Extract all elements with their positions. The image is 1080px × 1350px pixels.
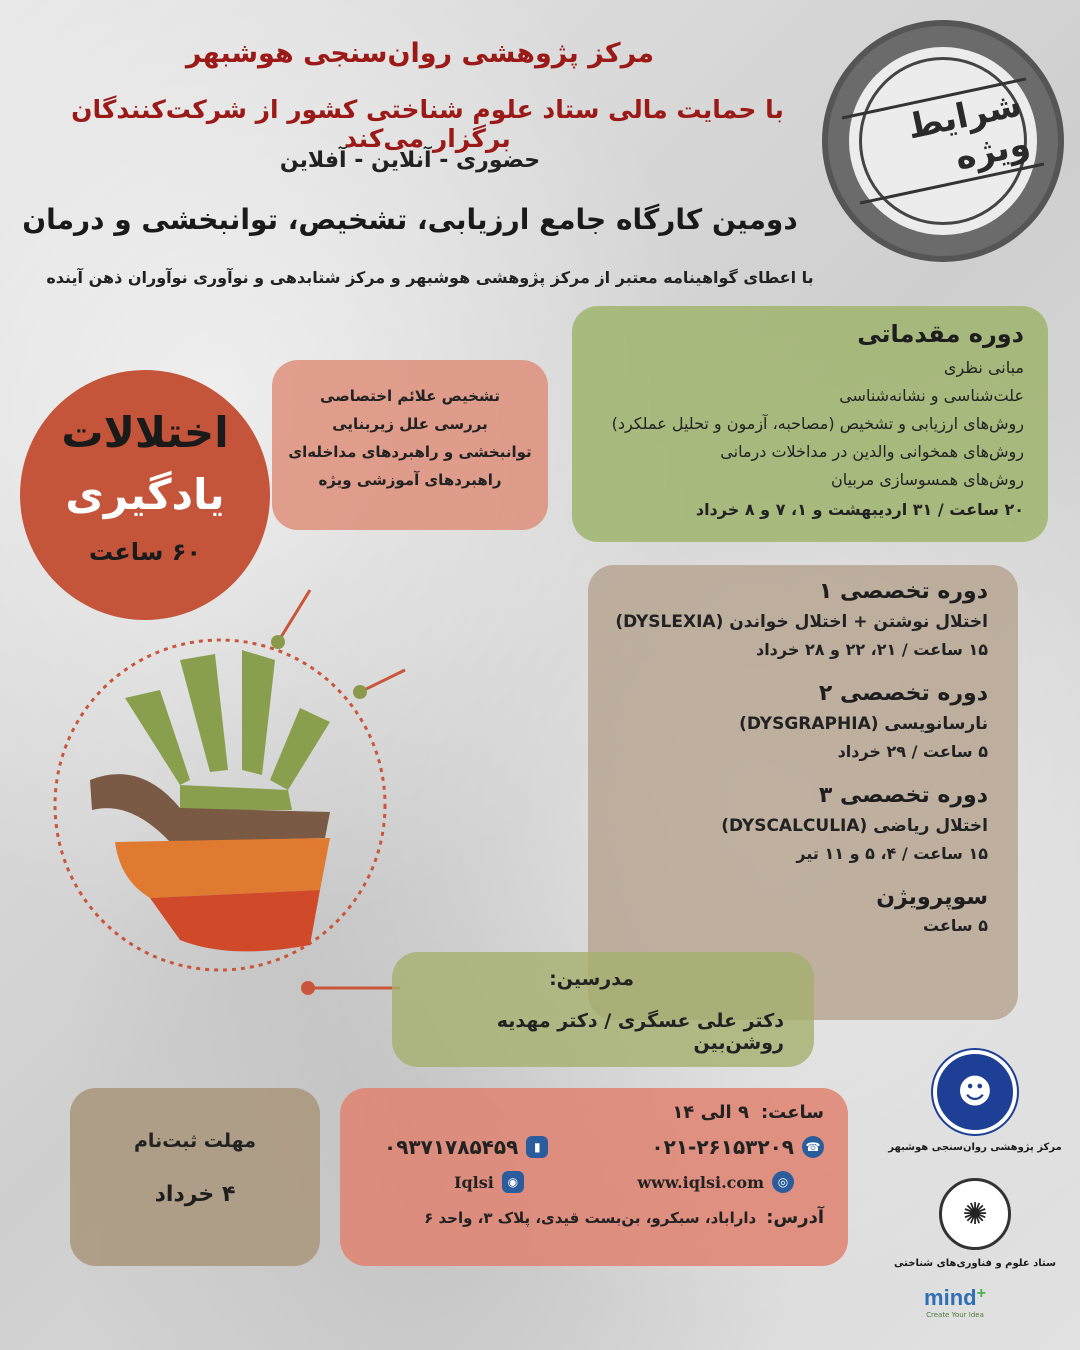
- mind-logo-text: mind: [924, 1285, 977, 1310]
- instructors-label: مدرسین:: [549, 968, 634, 990]
- course3-title: دوره تخصصی ۳: [818, 783, 988, 808]
- special-conditions-stamp: [828, 26, 1058, 256]
- connector-dot: [271, 635, 285, 649]
- time-label: ساعت:: [760, 1102, 824, 1123]
- course3-schedule: ۱۵ ساعت / ۴، ۵ و ۱۱ تیر: [796, 844, 988, 863]
- supervision-hours: ۵ ساعت: [923, 916, 988, 935]
- instructors-names: دکتر علی عسگری / دکتر مهدیه روشن‌بین: [496, 1010, 784, 1054]
- topic-item: تشخیص علائم اختصاصی: [320, 387, 500, 405]
- phone-mobile[interactable]: ۰۹۳۷۱۷۸۵۴۵۹: [384, 1135, 519, 1159]
- palm-top: [180, 785, 292, 810]
- certificate-line: با اعطای گواهینامه معتبر از مرکز پژوهشی هوشبهر و مرکز شتابدهی و نوآوری نوآوران ذهن آینده: [46, 268, 814, 287]
- brain-icon: ✺: [962, 1196, 988, 1232]
- finger-shape: [242, 650, 275, 775]
- cognitive-logo-text: ستاد علوم و فناوری‌های شناختی: [894, 1258, 1056, 1269]
- support-line: با حمایت مالی ستاد علوم شناختی کشور از شرکت‌کنندگان برگزار می‌کند: [71, 95, 784, 153]
- website-link[interactable]: www.iqlsi.com: [637, 1172, 764, 1192]
- course2-topic: نارسانویسی (DYSGRAPHIA): [739, 714, 988, 734]
- intro-course-box: [572, 306, 1048, 542]
- course1-title: دوره تخصصی ۱: [818, 579, 988, 604]
- instructors-box: [392, 952, 814, 1067]
- modes-line: حضوری - آنلاین - آفلاین: [279, 148, 541, 173]
- topic-item: بررسی علل زیربنایی: [332, 415, 488, 433]
- intro-item: روش‌های ارزیابی و تشخیص (مصاحبه، آزمون و تحلیل عملکرد): [611, 414, 1024, 433]
- intro-item: علت‌شناسی و نشانه‌شناسی: [839, 386, 1024, 405]
- hand-puzzle-illustration: [30, 580, 440, 1020]
- course2-title: دوره تخصصی ۲: [818, 681, 988, 706]
- mind-tagline: Create Your Idea: [926, 1311, 984, 1319]
- org-title: مرکز پژوهشی روان‌سنجی هوشبهر: [185, 38, 655, 69]
- plus-icon: +: [976, 1285, 986, 1302]
- instagram-handle[interactable]: Iqlsi: [454, 1172, 494, 1192]
- hooshbahr-logo: [880, 1050, 1070, 1153]
- course1-schedule: ۱۵ ساعت / ۲۱، ۲۲ و ۲۸ خرداد: [755, 640, 988, 659]
- address-text: داراباد، سبکرو، بن‌بست قیدی، پلاک ۳، واحد ۶: [424, 1208, 757, 1227]
- finger-shape: [270, 708, 330, 790]
- deadline-label: مهلت ثبت‌نام: [134, 1130, 256, 1152]
- intro-item: مبانی نظری: [943, 358, 1024, 377]
- finger-shape: [180, 654, 228, 772]
- contact-box: [340, 1088, 848, 1266]
- supervision-title: سوپرویژن: [876, 885, 988, 910]
- hooshbahr-emblem-icon: ☻: [957, 1072, 993, 1112]
- connector-line: [360, 670, 405, 692]
- intro-course-title: دوره مقدماتی: [857, 320, 1024, 348]
- deadline-box: [70, 1088, 320, 1266]
- badge-line1: اختلالات: [61, 408, 229, 457]
- palm-orange-band: [115, 838, 330, 898]
- hooshbahr-logo-text: مرکز پژوهشی روان‌سنجی هوشبهر: [888, 1142, 1062, 1153]
- phone-icon: ☎: [802, 1136, 824, 1158]
- address-label: آدرس:: [766, 1207, 824, 1228]
- connector-dot: [301, 981, 315, 995]
- course2-schedule: ۵ ساعت / ۲۹ خرداد: [837, 742, 988, 761]
- connector-line: [278, 590, 310, 642]
- connector-dot: [353, 685, 367, 699]
- globe-icon: ◎: [772, 1171, 794, 1193]
- palm-red-band: [150, 890, 320, 951]
- topic-item: راهبردهای آموزشی ویژه: [318, 471, 502, 489]
- time-value: ۹ الی ۱۴: [672, 1102, 749, 1123]
- topics-box: [272, 360, 548, 530]
- deadline-date: ۴ خرداد: [154, 1182, 236, 1207]
- instagram-icon: ◉: [502, 1171, 524, 1193]
- stamp-text: شرایط ویژه: [842, 77, 1045, 204]
- phone-landline[interactable]: ۰۲۱-۲۶۱۵۳۲۰۹: [651, 1135, 794, 1159]
- cognitive-council-logo: [880, 1178, 1070, 1269]
- course1-topic: اختلال نوشتن + اختلال خواندن (DYSLEXIA): [615, 612, 988, 632]
- badge-line2: یادگیری: [65, 470, 225, 519]
- workshop-title: دومین کارگاه جامع ارزیابی، تشخیص، توانبخشی و درمان: [22, 203, 798, 236]
- topic-item: توانبخشی و راهبردهای مداخله‌ای: [288, 443, 532, 461]
- mobile-icon: ▮: [526, 1136, 548, 1158]
- intro-schedule: ۲۰ ساعت / ۳۱ اردیبهشت و ۱، ۷ و ۸ خرداد: [695, 500, 1024, 519]
- finger-shape: [125, 690, 190, 785]
- mind-logo: [910, 1285, 1000, 1319]
- badge-hours: ۶۰ ساعت: [88, 538, 202, 566]
- course3-topic: اختلال ریاضی (DYSCALCULIA): [721, 816, 988, 836]
- intro-item: روش‌های همخوانی والدین در مداخلات درمانی: [720, 442, 1024, 461]
- intro-item: روش‌های همسوسازی مربیان: [830, 470, 1024, 489]
